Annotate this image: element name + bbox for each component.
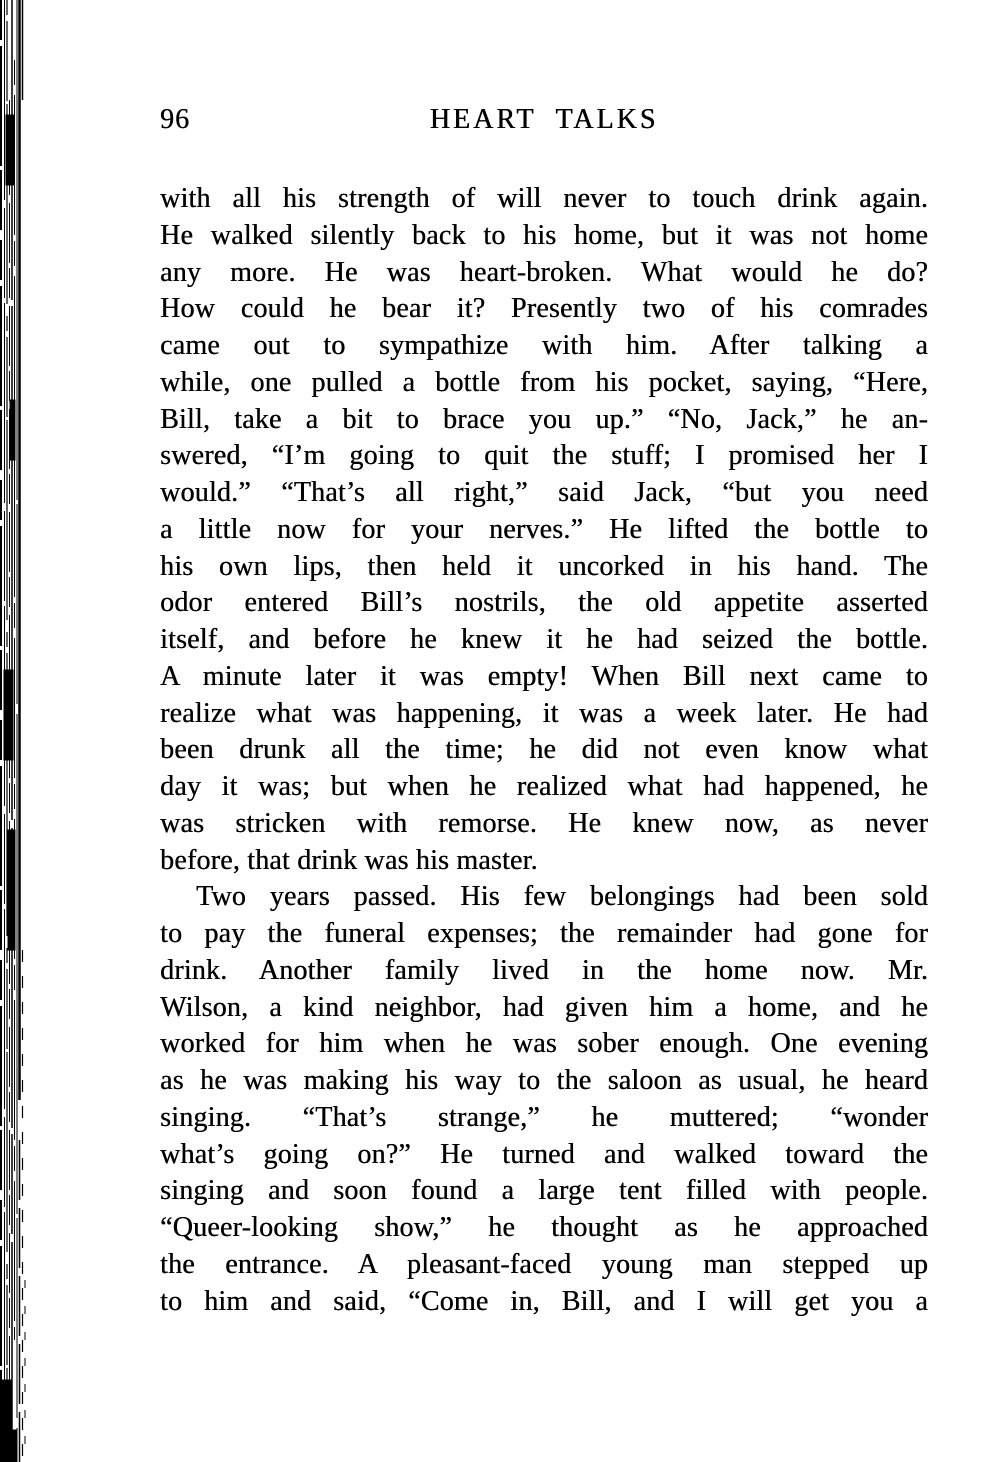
text-line: as he was making his way to the saloon as usual, he heard bbox=[160, 1065, 928, 1096]
text-line: any more. He was heart-broken. What would he do? bbox=[160, 256, 928, 288]
text-line: what’s going on?” He turned and walked toward the bbox=[160, 1138, 928, 1170]
body-text bbox=[160, 181, 928, 1320]
text-line: itself, and before he knew it he had seized the bottle. bbox=[160, 624, 928, 655]
text-line: came out to sympathize with him. After talking a bbox=[160, 330, 928, 361]
text-line: worked for him when he was sober enough. One evening bbox=[160, 1028, 928, 1060]
text-line: while, one pulled a bottle from his pocket, saying, “Here, bbox=[160, 366, 928, 398]
text-line: been drunk all the time; he did not even know what bbox=[160, 734, 928, 766]
text-line: before, that drink was his master. bbox=[160, 844, 538, 876]
text-line: How could he bear it? Presently two of his comrades bbox=[160, 293, 928, 325]
text-line: day it was; but when he realized what had happened, he bbox=[160, 771, 928, 802]
text-line: to him and said, “Come in, Bill, and I will get you a bbox=[160, 1285, 928, 1317]
text-line: “Queer-looking show,” he thought as he approached bbox=[160, 1212, 928, 1243]
text-line: Wilson, a kind neighbor, had given him a home, and he bbox=[160, 991, 928, 1023]
text-line: was stricken with remorse. He knew now, as never bbox=[160, 807, 928, 839]
page-title: HEART TALKS bbox=[429, 104, 659, 135]
text-line: swered, “I’m going to quit the stuff; I promised her I bbox=[160, 440, 928, 472]
text-line: He walked silently back to his home, but it was not home bbox=[160, 219, 928, 251]
text-line: his own lips, then held it uncorked in his hand. The bbox=[160, 550, 928, 582]
text-line: Bill, take a bit to brace you up.” “No, Jack,” he an- bbox=[160, 403, 928, 435]
text-line: to pay the funeral expenses; the remainder had gone for bbox=[160, 918, 928, 949]
text-line: with all his strength of will never to touch drink again. bbox=[160, 183, 928, 214]
text-line: A minute later it was empty! When Bill next came to bbox=[160, 660, 928, 692]
text-line: would.” “That’s all right,” said Jack, “but you need bbox=[160, 477, 928, 508]
page-number: 96 bbox=[160, 104, 190, 135]
text-line: odor entered Bill’s nostrils, the old appetite asserted bbox=[160, 587, 928, 619]
running-head bbox=[160, 104, 928, 138]
text-line: drink. Another family lived in the home now. Mr. bbox=[160, 954, 928, 986]
text-line: singing and soon found a large tent filled with people. bbox=[160, 1175, 928, 1207]
text-line: singing. “That’s strange,” he muttered; “wonder bbox=[160, 1101, 928, 1133]
text-line: a little now for your nerves.” He lifted the bottle to bbox=[160, 513, 928, 545]
text-line: Two years passed. His few belongings had been sold bbox=[196, 881, 928, 913]
text-line: the entrance. A pleasant-faced young man stepped up bbox=[160, 1248, 928, 1280]
scan-edge-artifact bbox=[0, 0, 30, 1462]
text-line: realize what was happening, it was a week later. He had bbox=[160, 697, 928, 729]
